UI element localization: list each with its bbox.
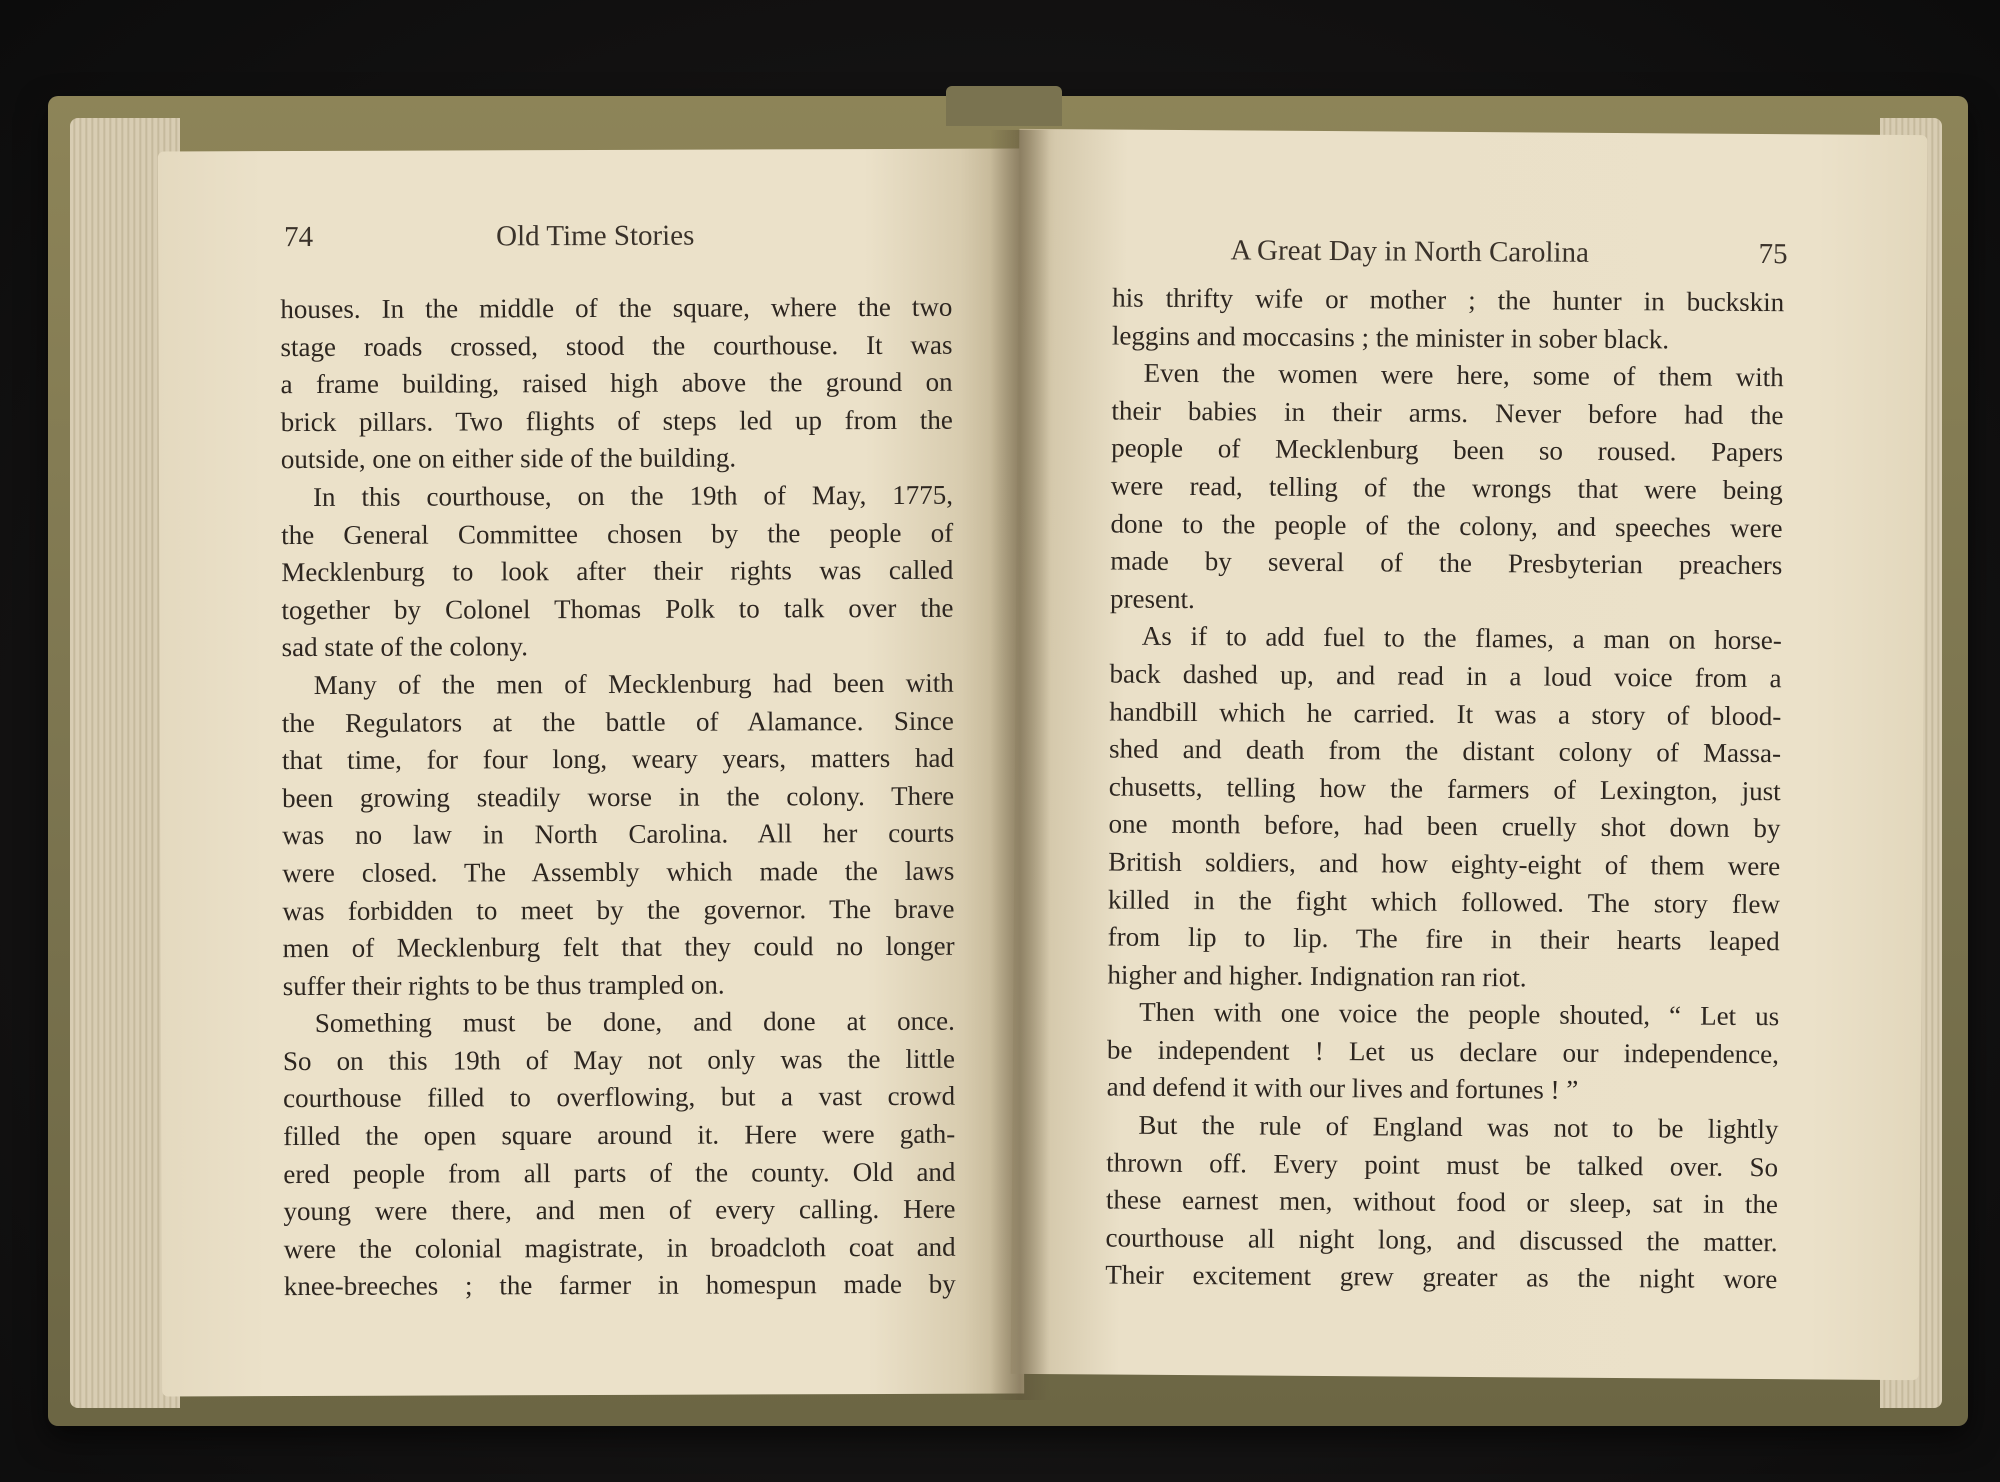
- right-page-text: [1105, 279, 1784, 1299]
- text-line: suffer their rights to be thus trampled on.: [282, 969, 725, 1001]
- text-line: sad state of the colony.: [281, 631, 529, 663]
- text-line: were the colonial magistrate, in broadcloth coat and: [283, 1231, 956, 1264]
- text-line: As if to add fuel to the flames, a man on horse-: [1141, 621, 1782, 656]
- text-line: the General Committee chosen by the people of: [281, 517, 954, 550]
- text-line: together by Colonel Thomas Polk to talk over the: [281, 592, 954, 625]
- left-page-text: [280, 289, 956, 1306]
- text-line: Their excitement grew greater as the night wore: [1105, 1259, 1778, 1295]
- text-line: been growing steadily worse in the colony. There: [282, 780, 955, 813]
- text-line: shed and death from the distant colony of Massa-: [1108, 733, 1782, 769]
- text-line: So on this 19th of May not only was the little: [282, 1043, 956, 1076]
- right-page-number: 75: [1758, 238, 1788, 271]
- text-line: killed in the fight which followed. The story flew: [1107, 883, 1781, 919]
- text-line: thrown off. Every point must be talked over. So: [1106, 1147, 1779, 1182]
- text-line: done to the people of the colony, and speeches were: [1110, 508, 1783, 543]
- text-line: that time, for four long, weary years, matters had: [281, 742, 955, 776]
- text-line: handbill which he carried. It was a story of blood-: [1109, 696, 1782, 731]
- book-spine: [946, 86, 1062, 126]
- text-line: chusetts, telling how the farmers of Lexington, just: [1108, 771, 1781, 806]
- text-line: from lip to lip. The fire in their hearts leaped: [1107, 921, 1780, 957]
- text-line: their babies in their arms. Never before had the: [1111, 395, 1784, 430]
- text-line: was no law in North Carolina. All her courts: [282, 818, 955, 851]
- right-page: [1011, 129, 1928, 1380]
- text-line: courthouse all night long, and discussed the matter.: [1105, 1222, 1778, 1258]
- text-line: people of Mecklenburg been so roused. Papers: [1111, 432, 1784, 468]
- text-line: his thrifty wife or mother ; the hunter in buckskin: [1112, 282, 1785, 318]
- text-line: Even the women were here, some of them with: [1143, 357, 1784, 393]
- text-line: Many of the men of Mecklenburg had been with: [313, 667, 954, 700]
- right-page-header: [1018, 233, 1926, 279]
- text-line: Something must be done, and done at once.: [314, 1006, 955, 1039]
- text-line: back dashed up, and read in a loud voice from a: [1109, 658, 1782, 694]
- text-line: these earnest men, without food or sleep, sat in the: [1105, 1184, 1778, 1220]
- text-line: the Regulators at the battle of Alamance. Since: [281, 705, 954, 738]
- text-line: Then with one voice the people shouted, “ Let us: [1139, 996, 1780, 1032]
- text-line: But the rule of England was not to be lightly: [1138, 1109, 1779, 1145]
- text-line: houses. In the middle of the square, where the two: [280, 291, 953, 325]
- text-line: were read, telling of the wrongs that were being: [1110, 470, 1783, 506]
- text-line: was forbidden to meet by the governor. The brave: [282, 893, 955, 926]
- left-page: [158, 148, 1024, 1396]
- text-line: outside, one on either side of the building.: [280, 442, 737, 475]
- text-line: In this courthouse, on the 19th of May, 1775,: [312, 479, 954, 512]
- text-line: and defend it with our lives and fortunes ! ”: [1106, 1071, 1579, 1106]
- text-line: knee-breeches ; the farmer in homespun made by: [283, 1269, 956, 1302]
- book-gutter: [990, 130, 1050, 1400]
- text-line: young were there, and men of every calling. Here: [283, 1193, 956, 1227]
- text-line: leggins and moccasins ; the minister in sober black.: [1111, 320, 1670, 354]
- text-line: men of Mecklenburg felt that they could no longer: [282, 930, 955, 964]
- text-line: one month before, had been cruelly shot down by: [1108, 808, 1781, 844]
- text-line: Mecklenburg to look after their rights was called: [281, 554, 954, 588]
- text-line: higher and higher. Indignation ran riot.: [1107, 959, 1527, 993]
- text-line: be independent ! Let us declare our independence,: [1106, 1034, 1780, 1070]
- text-line: British soldiers, and how eighty-eight of them were: [1108, 846, 1781, 882]
- text-line: present.: [1109, 583, 1195, 614]
- text-line: stage roads crossed, stood the courthouse. It was: [280, 329, 953, 362]
- text-line: made by several of the Presbyterian preachers: [1110, 545, 1783, 581]
- text-line: brick pillars. Two flights of steps led up from the: [280, 404, 953, 437]
- text-line: filled the open square around it. Here were gath-: [283, 1118, 956, 1152]
- left-page-header: [158, 218, 1020, 261]
- left-running-title: Old Time Stories: [496, 219, 695, 253]
- text-line: a frame building, raised high above the ground on: [280, 366, 953, 400]
- text-line: were closed. The Assembly which made the laws: [282, 855, 955, 888]
- right-running-title: A Great Day in North Carolina: [1230, 234, 1590, 269]
- text-line: ered people from all parts of the county. Old and: [283, 1156, 956, 1189]
- left-page-number: 74: [284, 220, 314, 254]
- text-line: courthouse filled to overflowing, but a vast crowd: [283, 1081, 956, 1114]
